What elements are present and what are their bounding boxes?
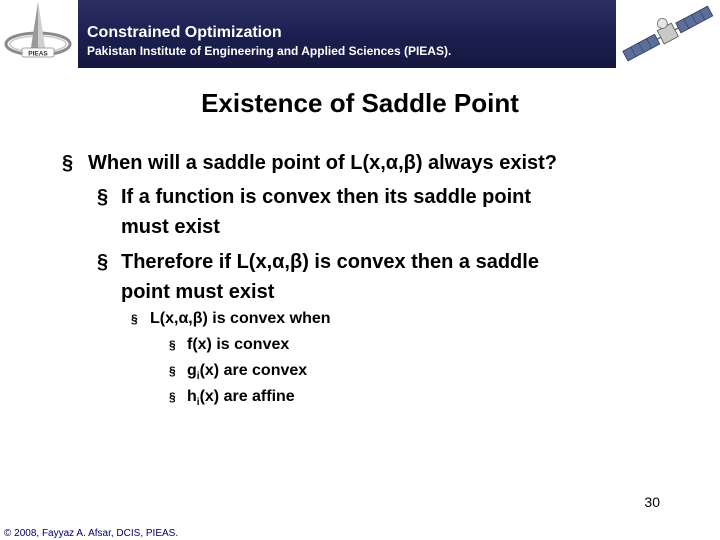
bullet-marker: § [169,364,176,378]
title-band [78,0,616,68]
bullet-when-saddle-point-exists: When will a saddle point of L(x,α,β) always exist? [88,152,558,174]
bullet-marker: § [97,186,109,208]
condition-g-symbol: g [187,362,197,379]
condition-h-affine [187,388,295,408]
bullet-convex-function-line1: If a function is convex then its saddle point [121,186,532,208]
bullet-therefore-line1: Therefore if L(x,α,β) is convex then a saddle [121,251,539,273]
bullet-marker: § [131,312,138,326]
satellite-icon [616,0,720,68]
bullet-marker: § [97,251,109,273]
copyright-footer: © 2008, Fayyaz A. Afsar, DCIS, PIEAS. [4,528,179,539]
bullet-marker: § [169,338,176,352]
bullet-therefore-line2: point must exist [121,281,275,303]
condition-f-convex: f(x) is convex [187,336,290,353]
condition-g-text: (x) are convex [199,362,308,379]
condition-h-text: (x) are affine [199,388,295,405]
condition-h-subscript: i [196,397,200,409]
condition-h-symbol: h [187,388,197,405]
header-title: Constrained Optimization [87,24,282,41]
bullet-marker: § [169,390,176,404]
pieas-logo-icon [0,0,78,68]
bullet-convex-function-line2: must exist [121,216,220,238]
slide-title: Existence of Saddle Point [201,88,519,118]
pieas-logo [0,0,78,68]
satellite-image [616,0,720,68]
logo-text: PIEAS [28,50,48,58]
slide-header [0,0,720,68]
bullet-marker: § [62,152,74,174]
page-number: 30 [644,494,660,510]
bullet-convex-when: L(x,α,β) is convex when [150,310,331,327]
condition-g-subscript: i [196,371,200,383]
condition-g-convex [187,362,307,382]
header-subtitle: Pakistan Institute of Engineering and Applied Sciences (PIEAS). [87,44,452,58]
